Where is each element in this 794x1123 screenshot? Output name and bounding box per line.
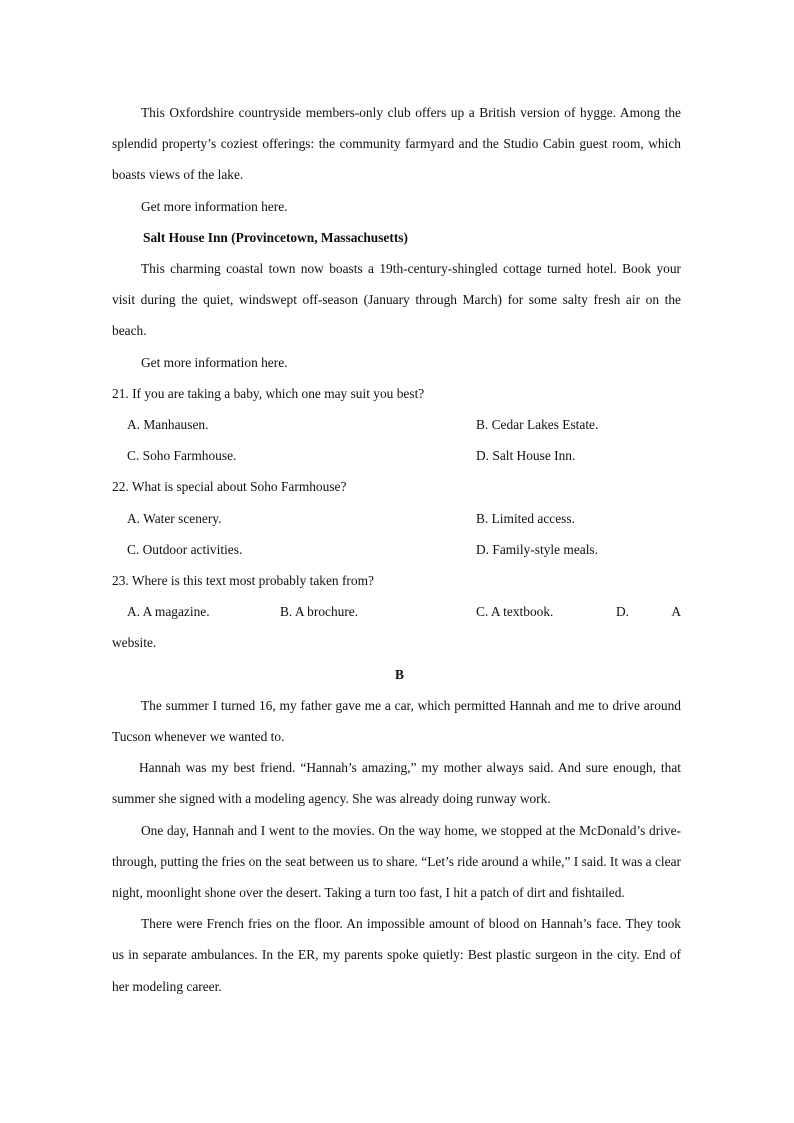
q23-option-d-wrapped-text: website. (112, 635, 157, 651)
soho-description-paragraph: This Oxfordshire countryside members-only club offers up a British version of hygge. Among the splendid property’s coziest offerings: the community farmyard and the Studio Cabin guest room, which boasts views of the lake. (112, 105, 681, 183)
question-21-options-row-2 (112, 440, 681, 471)
q21-option-d: D. Salt House Inn. (476, 448, 576, 464)
section-b-paragraph-4: There were French fries on the floor. An impossible amount of blood on Hannah’s face. They took us in separate ambulances. In the ER, my parents spoke quietly: Best plastic surgeon in the city. End of her modeling career. (112, 916, 681, 994)
q21-option-b: B. Cedar Lakes Estate. (476, 417, 599, 433)
q23-option-c: C. A textbook. (476, 604, 554, 620)
salt-house-more-info-link: Get more information here. (141, 354, 288, 370)
salt-house-description-paragraph: This charming coastal town now boasts a 19th-century-shingled cottage turned hotel. Book your visit during the quiet, windswept off-season (January through March) for some salty fresh air on the beach. (112, 261, 681, 339)
section-b-heading: B (395, 666, 404, 682)
q22-option-c: C. Outdoor activities. (127, 541, 243, 557)
section-b-paragraph-3: One day, Hannah and I went to the movies. On the way home, we stopped at the McDonald’s drive-through, putting the fries on the seat between us to share. “Let’s ride around a while,” I said. It was a clear night, moonlight shone over the desert. Taking a turn too fast, I hit a patch of dirt and fishtailed. (112, 822, 681, 900)
salt-house-title: Salt House Inn (Provincetown, Massachusetts) (143, 229, 408, 245)
question-23-options-row (112, 596, 681, 627)
section-b-paragraph-1: The summer I turned 16, my father gave me a car, which permitted Hannah and me to drive around Tucson whenever we wanted to. (112, 697, 681, 744)
question-22-stem: 22. What is special about Soho Farmhouse? (112, 479, 347, 495)
q23-option-a: A. A magazine. (127, 604, 210, 620)
q21-option-a: A. Manhausen. (127, 417, 209, 433)
soho-more-info-link: Get more information here. (141, 198, 288, 214)
q22-option-b: B. Limited access. (476, 510, 575, 526)
q23-option-d-article: A (671, 604, 681, 620)
q23-option-d-letter: D. (616, 604, 630, 620)
question-23-stem: 23. Where is this text most probably taken from? (112, 572, 374, 588)
q22-option-a: A. Water scenery. (127, 510, 222, 526)
section-b-paragraph-2: Hannah was my best friend. “Hannah’s amazing,” my mother always said. And sure enough, that summer she signed with a modeling agency. She was already doing runway work. (112, 760, 681, 807)
question-21-stem: 21. If you are taking a baby, which one may suit you best? (112, 385, 425, 401)
question-22-options-row-1 (112, 503, 681, 534)
q22-option-d: D. Family-style meals. (476, 541, 598, 557)
question-21-options-row-1 (112, 409, 681, 440)
q23-option-d (616, 596, 681, 627)
q23-option-b: B. A brochure. (280, 604, 359, 620)
q21-option-c: C. Soho Farmhouse. (127, 448, 237, 464)
question-22-options-row-2 (112, 534, 681, 565)
page-content (112, 97, 681, 1002)
